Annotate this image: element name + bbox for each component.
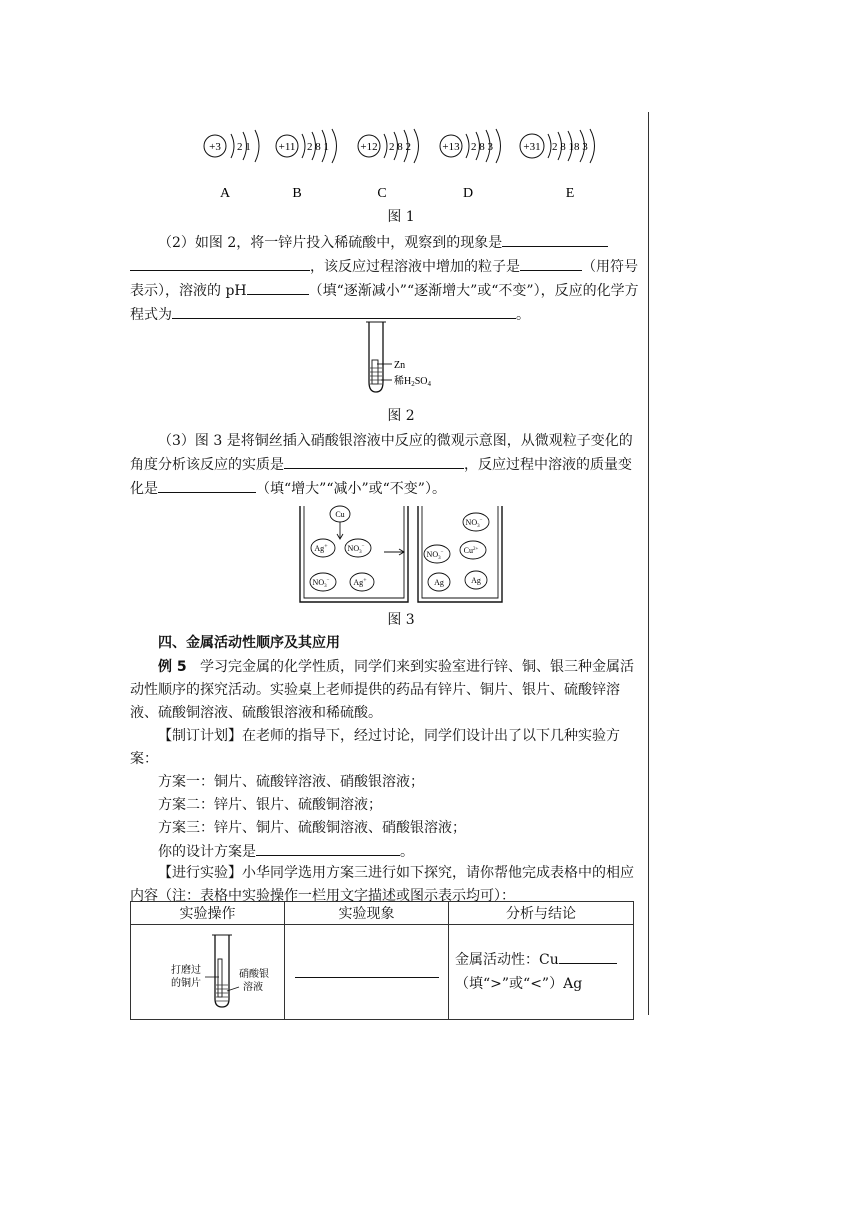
atom-d-nucleus: +13 [442,141,460,153]
cu-atom-label: Cu [335,510,345,519]
your-plan-blank[interactable] [256,840,400,856]
ag-ion-label-2: Ag+ [353,578,367,587]
zn-label: Zn [394,360,406,371]
your-plan-end: 。 [400,844,414,860]
header-operation: 实验操作 [131,902,285,925]
cu-ion-label: $Cu^{2+}$ [463,546,479,555]
plan-option-2: 方案二：锌片、银片、硫酸铜溶液； [158,797,382,813]
figure-1-atomic-structures [195,118,615,204]
q3-text-2: ，反应过程中溶液的质量变化是 [130,457,632,497]
atom-c-nucleus: +12 [360,141,378,153]
ag-atom-label-1: Ag [434,578,444,587]
example-5-label: 例 5 [158,659,187,675]
atom-e-nucleus: +31 [523,141,541,153]
atom-c-shells: 2 8 2 [389,141,411,153]
header-conclusion: 分析与结论 [449,902,634,925]
q2-blank-phenomenon-b[interactable] [130,255,310,271]
example-5 [130,656,644,725]
conclusion-blank[interactable] [559,948,617,964]
q2-blank-equation[interactable] [172,303,516,319]
your-plan [130,840,644,864]
atom-a-letter: A [219,186,231,201]
phenomenon-blank[interactable] [295,962,439,978]
figure-3-caption: 图 3 [387,612,415,628]
atom-d-shells: 2 8 3 [471,141,493,153]
example-5-text: 学习完金属的化学性质，同学们来到实验室进行锌、铜、银三种金属活动性顺序的探究活动。实验桌上老师提供的药品有锌片、铜片、银片、硫酸锌溶液、硫酸铜溶液、硫酸银溶液和稀硫酸。 [130,659,634,721]
ag-atom-label-2: Ag [471,576,481,585]
copper-tube-illustration [131,925,284,1015]
cell-conclusion [449,925,634,1020]
copper-label-a: 打磨过 [171,965,201,976]
figure-3-micro-diagram [296,500,506,608]
q2-text-2: ，该反应过程溶液中增加的粒子是 [310,259,520,275]
q2-text-5: 。 [516,307,530,323]
question-3 [130,430,644,501]
plan-text: 在老师的指导下，经过讨论，同学们设计出了以下几种实验方案： [130,728,620,767]
figure-1-caption: 图 1 [387,209,415,225]
atom-a [204,130,259,201]
atom-a-shells: 2 1 [237,141,251,153]
header-phenomenon: 实验现象 [285,902,449,925]
nitrate-label-1: $NO_3^-$ [347,544,365,555]
q2-text-4: （填“逐渐减小”“逐渐增大”或“不变”），反应的化学方程式为 [130,283,639,323]
atom-e-shells: 2 8 18 3 [552,141,588,153]
q3-blank-mass[interactable] [158,477,256,493]
nitrate-label-2: $NO_3^-$ [312,578,330,589]
atom-e-letter: E [565,186,575,201]
section-4-heading: 四、金属活动性顺序及其应用 [158,635,340,651]
atom-d-letter: D [462,186,474,201]
experiment-text: 小华同学选用方案三进行如下探究，请你帮他完成表格中的相应内容（注：表格中实验操作一栏用文字描述或图示表示均可）： [130,865,634,904]
question-2 [130,231,644,327]
q3-text-3: （填“增大”“减小”或“不变”）。 [256,481,446,497]
atom-b-shells: 2 8 1 [307,141,329,153]
solution-label-a: 硝酸银 [239,969,269,980]
atom-c [358,129,419,201]
q3-text-1: （3）图 3 是将铜丝插入硝酸银溶液中反应的微观示意图，从微观粒子变化的角度分析该反应的实质是 [130,433,633,473]
plan-option-1: 方案一：铜片、硫酸锌溶液、硝酸银溶液； [158,774,424,790]
your-plan-text: 你的设计方案是 [158,844,256,860]
conclusion-text-a: 金属活动性：Cu [455,952,559,968]
copper-label-b: 的铜片 [171,978,201,989]
plan-paragraph [130,725,644,771]
nitrate-label-3: $NO_3^-$ [465,518,483,529]
q3-blank-essence[interactable] [284,453,464,469]
plan-tag: 【制订计划】 [158,728,242,744]
experiment-tag: 【进行实验】 [158,865,242,881]
cell-phenomenon [285,925,449,1020]
margin-rule [648,112,649,1015]
q2-blank-phenomenon-a[interactable] [502,231,608,247]
atom-d [440,129,501,201]
nitrate-label-4: $NO_3^-$ [426,550,444,561]
q2-text-3: （用符号表示），溶液的 pH [130,259,638,299]
q2-blank-ph[interactable] [247,279,309,295]
atom-b-letter: B [292,186,302,201]
experiment-table [130,901,634,1020]
ag-ion-label-1: Ag+ [314,544,328,553]
figure-2-caption: 图 2 [387,408,415,424]
cell-operation [131,925,285,1020]
plan-option-3: 方案三：锌片、铜片、硫酸铜溶液、硝酸银溶液； [158,820,466,836]
atom-a-nucleus: +3 [209,141,221,153]
conclusion-text-b: （填“>”或“<”）Ag [455,976,583,992]
q2-text-1: （2）如图 2，将一锌片投入稀硫酸中，观察到的现象是 [158,235,503,251]
acid-label: 稀$H_2SO_4$ [394,376,432,388]
solution-label-b: 溶液 [243,982,263,993]
copper-strip [218,959,222,997]
atom-c-letter: C [377,186,387,201]
atom-b-nucleus: +11 [278,141,296,153]
atom-b [276,129,337,201]
figure-2-test-tube [360,320,450,396]
q2-blank-particle[interactable] [520,255,582,271]
atom-e [520,129,595,201]
